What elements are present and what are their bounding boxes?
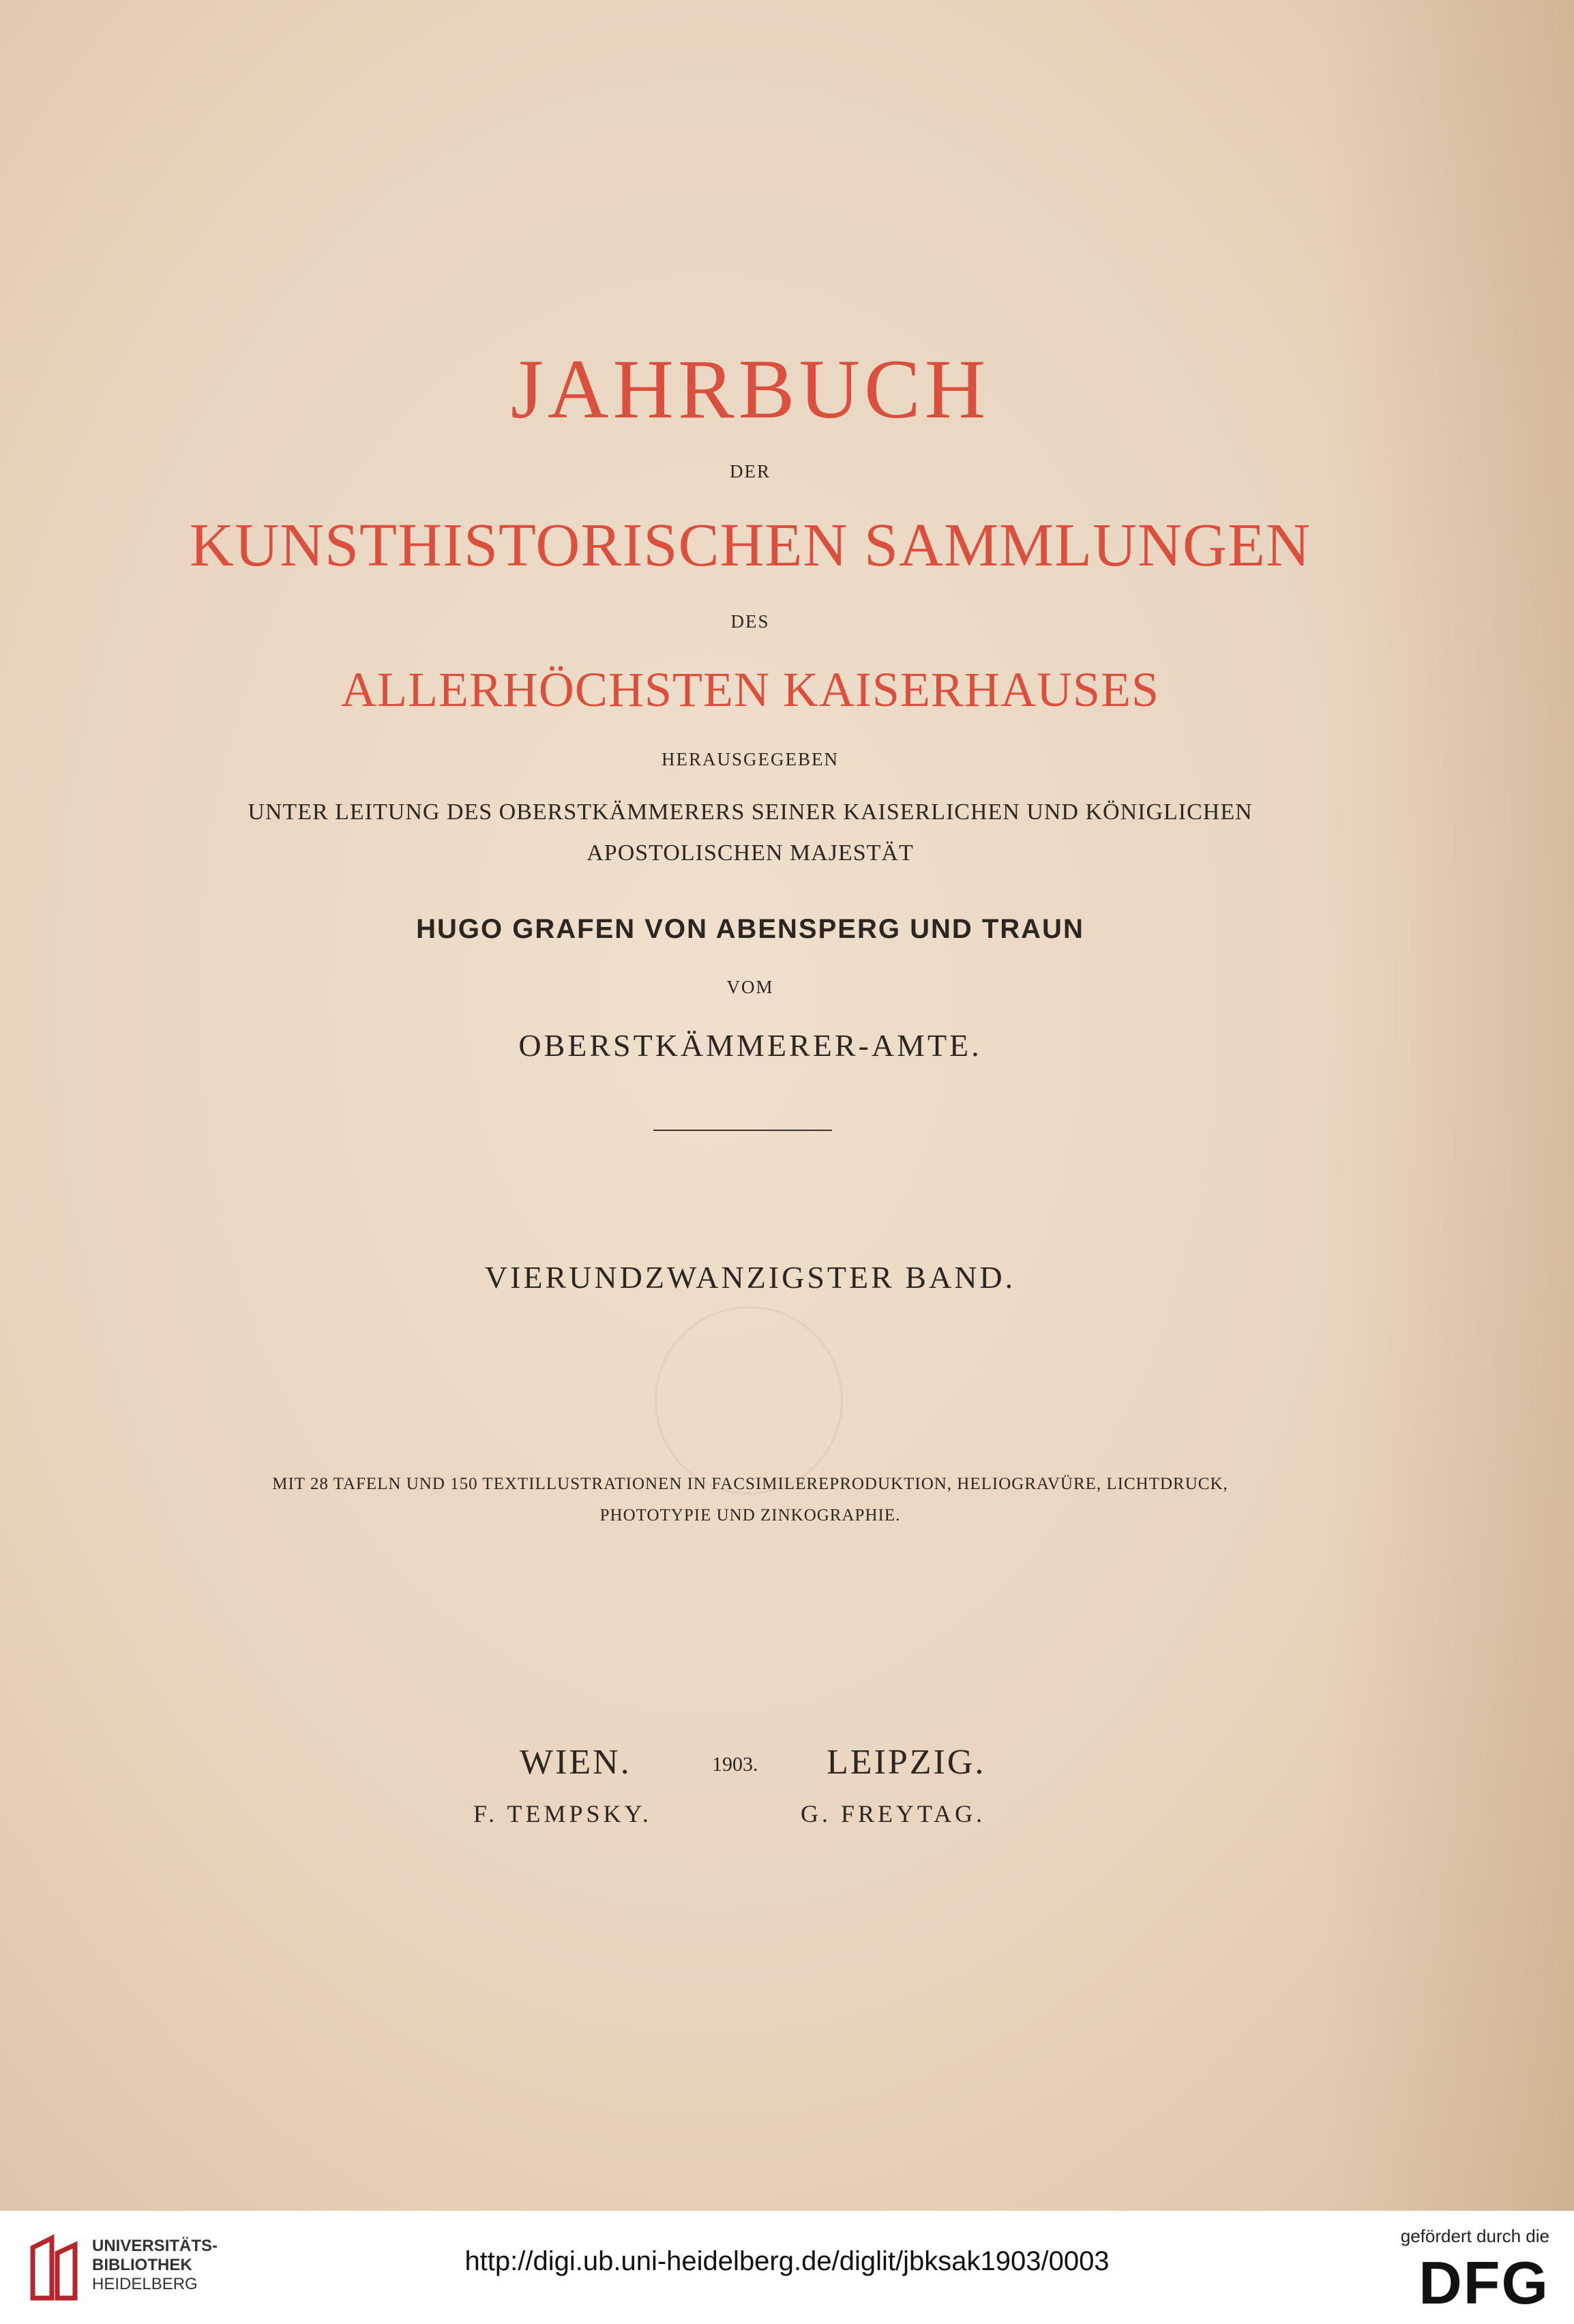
volume: VIERUNDZWANZIGSTER BAND. xyxy=(484,1260,1016,1295)
divider-rule xyxy=(653,1130,832,1131)
city-right: LEIPZIG. xyxy=(827,1743,986,1782)
library-line-1: UNIVERSITÄTS- xyxy=(92,2237,218,2255)
title-der: DER xyxy=(730,461,771,482)
publisher-right: G. FREYTAG. xyxy=(801,1800,986,1827)
plates-line-1: MIT 28 TAFELN UND 150 TEXTILLUSTRATIONEN IN FACSIMILEREPRODUKTION, HELIOGRAVÜRE, LICHTDRUCK, xyxy=(272,1475,1228,1493)
amt: OBERSTKÄMMERER-AMTE. xyxy=(518,1028,982,1063)
funded-by-label: gefördert durch die xyxy=(1400,2226,1549,2246)
title-des: DES xyxy=(730,611,770,632)
city-left: WIEN. xyxy=(520,1743,632,1782)
library-line-3: HEIDELBERG xyxy=(92,2275,198,2293)
plates-line-2: PHOTOTYPIE UND ZINKOGRAPHIE. xyxy=(599,1506,901,1525)
library-line-2: BIBLIOTHEK xyxy=(92,2256,192,2274)
year: 1903. xyxy=(712,1753,758,1776)
leitung-line-2: APOSTOLISCHEN MAJESTÄT xyxy=(586,840,914,866)
leitung-line-1: UNTER LEITUNG DES OBERSTKÄMMERERS SEINER KAISERLICHEN UND KÖNIGLICHEN xyxy=(248,799,1253,825)
vom: VOM xyxy=(726,977,774,997)
source-url[interactable]: http://digi.ub.uni-heidelberg.de/diglit/jbksak1903/0003 xyxy=(464,2246,1110,2276)
person-name: HUGO GRAFEN VON ABENSPERG UND TRAUN xyxy=(416,914,1084,944)
herausgegeben: HERAUSGEGEBEN xyxy=(662,749,839,769)
faint-stamp xyxy=(655,1306,843,1495)
title-main: JAHRBUCH xyxy=(510,342,990,436)
dfg-logo: DFG xyxy=(1419,2249,1549,2316)
title-house: ALLERHÖCHSTEN KAISERHAUSES xyxy=(340,662,1160,717)
title-sub: KUNSTHISTORISCHEN SAMMLUNGEN xyxy=(190,512,1311,579)
publisher-left: F. TEMPSKY. xyxy=(473,1800,652,1827)
footer-bar xyxy=(0,2211,1574,2324)
